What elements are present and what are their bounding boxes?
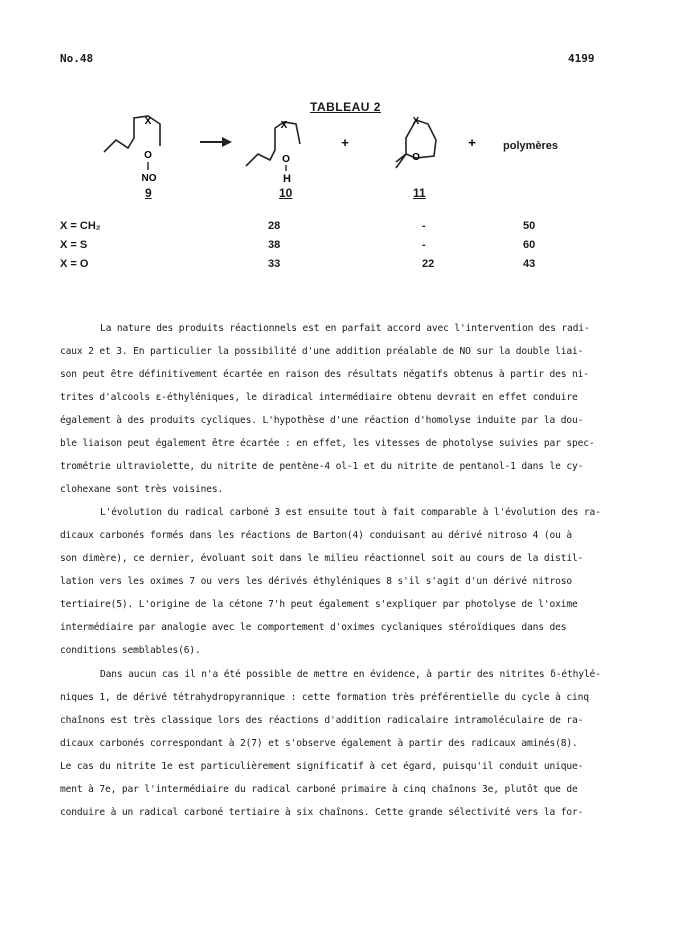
atom-o-11: O: [412, 152, 420, 163]
text-line: dicaux carbonés correspondant à 2(7) et s'observe également à partir des radicaux aminés(8).: [60, 738, 578, 749]
compound-9-label: 9: [145, 186, 152, 200]
atom-o-9: O: [144, 150, 152, 161]
paragraph-3: [60, 663, 620, 824]
text-line: également à des produits cycliques. L'hypothèse d'une réaction d'homolyse induite par la dou-: [60, 415, 584, 426]
text-line: Dans aucun cas il n'a été possible de mettre en évidence, à partir des nitrites δ-éthylé-: [100, 669, 601, 680]
yield-polymers: 43: [523, 258, 536, 270]
text-line: caux 2 et 3. En particulier la possibilité d'une addition préalable de NO sur la double liai-: [60, 346, 584, 357]
text-line: niques 1, de dérivé tétrahydropyrannique : cette formation très préférentielle du cycle à cinq: [60, 692, 589, 703]
text-line: ment à 7e, par l'intermédiaire du radical carboné primaire à cinq chaînons 3e, plutôt que de: [60, 784, 578, 795]
text-line: trites d'alcools ε-éthyléniques, le diradical intermédiaire obtenu devrait en effet conduire: [60, 392, 578, 403]
table-title: TABLEAU 2: [310, 100, 381, 114]
text-line: son peut être définitivement écartée en raison des résultats négatifs obtenus à partir des ni-: [60, 369, 589, 380]
text-line: conduire à un radical carboné tertiaire à six chaînons. Cette grande sélectivité vers la for-: [60, 807, 584, 818]
row-x-value: X = S: [60, 239, 88, 251]
atom-x-9: X: [144, 116, 152, 127]
atom-x-11: X: [412, 116, 420, 127]
hydroxyl-h: H: [283, 173, 291, 185]
text-line: dicaux carbonés formés dans les réactions de Barton(4) conduisant au dérivé nitroso 4 (ou à: [60, 530, 572, 541]
yield-11: -: [422, 220, 426, 232]
yield-10: 38: [268, 239, 281, 251]
polymers-label: polymères: [503, 140, 559, 152]
page-number: 4199: [568, 52, 595, 65]
reaction-arrow: [200, 137, 232, 147]
nitroso-group: NO: [141, 173, 157, 184]
text-line: son dimère), ce dernier, évoluant soit dans le milieu réactionnel soit au cours de la distil-: [60, 553, 584, 564]
table-row: [60, 220, 620, 236]
text-line: ble liaison peut également être écartée : en effet, les vitesses de photolyse suivies par spec-: [60, 438, 595, 449]
text-line: conditions semblables(6).: [60, 645, 201, 656]
plus-sign-2: +: [468, 135, 476, 150]
table-row: [60, 258, 620, 274]
row-x-value: X = CH₂: [60, 220, 101, 232]
text-line: clohexane sont très voisines.: [60, 484, 224, 495]
plus-sign-1: +: [341, 135, 349, 150]
text-line: Le cas du nitrite 1e est particulièrement significatif à cet égard, puisqu'il conduit unique-: [60, 761, 584, 772]
yield-polymers: 50: [523, 220, 536, 232]
atom-o-10: O: [282, 154, 290, 165]
text-line: La nature des produits réactionnels est en parfait accord avec l'intervention des radi-: [100, 323, 590, 334]
atom-x-10: X: [280, 120, 288, 131]
structure-10: [246, 122, 300, 166]
text-line: chaînons est très classique lors des réactions d'addition radicalaire intramoléculaire de ra-: [60, 715, 584, 726]
row-x-value: X = O: [60, 258, 89, 270]
paragraph-2: [60, 501, 620, 662]
paragraph-1: [60, 317, 620, 501]
text-line: trométrie ultraviolette, du nitrite de pentène-4 ol-1 et du nitrite de pentanol-1 dans le cy-: [60, 461, 584, 472]
yield-11: -: [422, 239, 426, 251]
compound-11-label: 11: [413, 186, 426, 200]
text-line: intermédiaire par analogie avec le comportement d'oximes cyclaniques stéroïdiques dans des: [60, 622, 567, 633]
yield-polymers: 60: [523, 239, 536, 251]
compound-10-label: 10: [279, 186, 293, 200]
reaction-scheme: [0, 0, 680, 220]
yield-10: 33: [268, 258, 281, 270]
yield-10: 28: [268, 220, 281, 232]
structure-9: [104, 116, 160, 152]
table-row: [60, 239, 620, 255]
yield-11: 22: [422, 258, 435, 270]
text-line: tertiaire(5). L'origine de la cétone 7'h peut également s'expliquer par photolyse de l'oxime: [60, 599, 578, 610]
text-line: L'évolution du radical carboné 3 est ensuite tout à fait comparable à l'évolution des ra-: [100, 507, 601, 518]
text-line: lation vers les oximes 7 ou vers les dérivés éthyléniques 8 s'il s'agit d'un dérivé nitroso: [60, 576, 572, 587]
journal-issue: No.48: [60, 52, 94, 65]
